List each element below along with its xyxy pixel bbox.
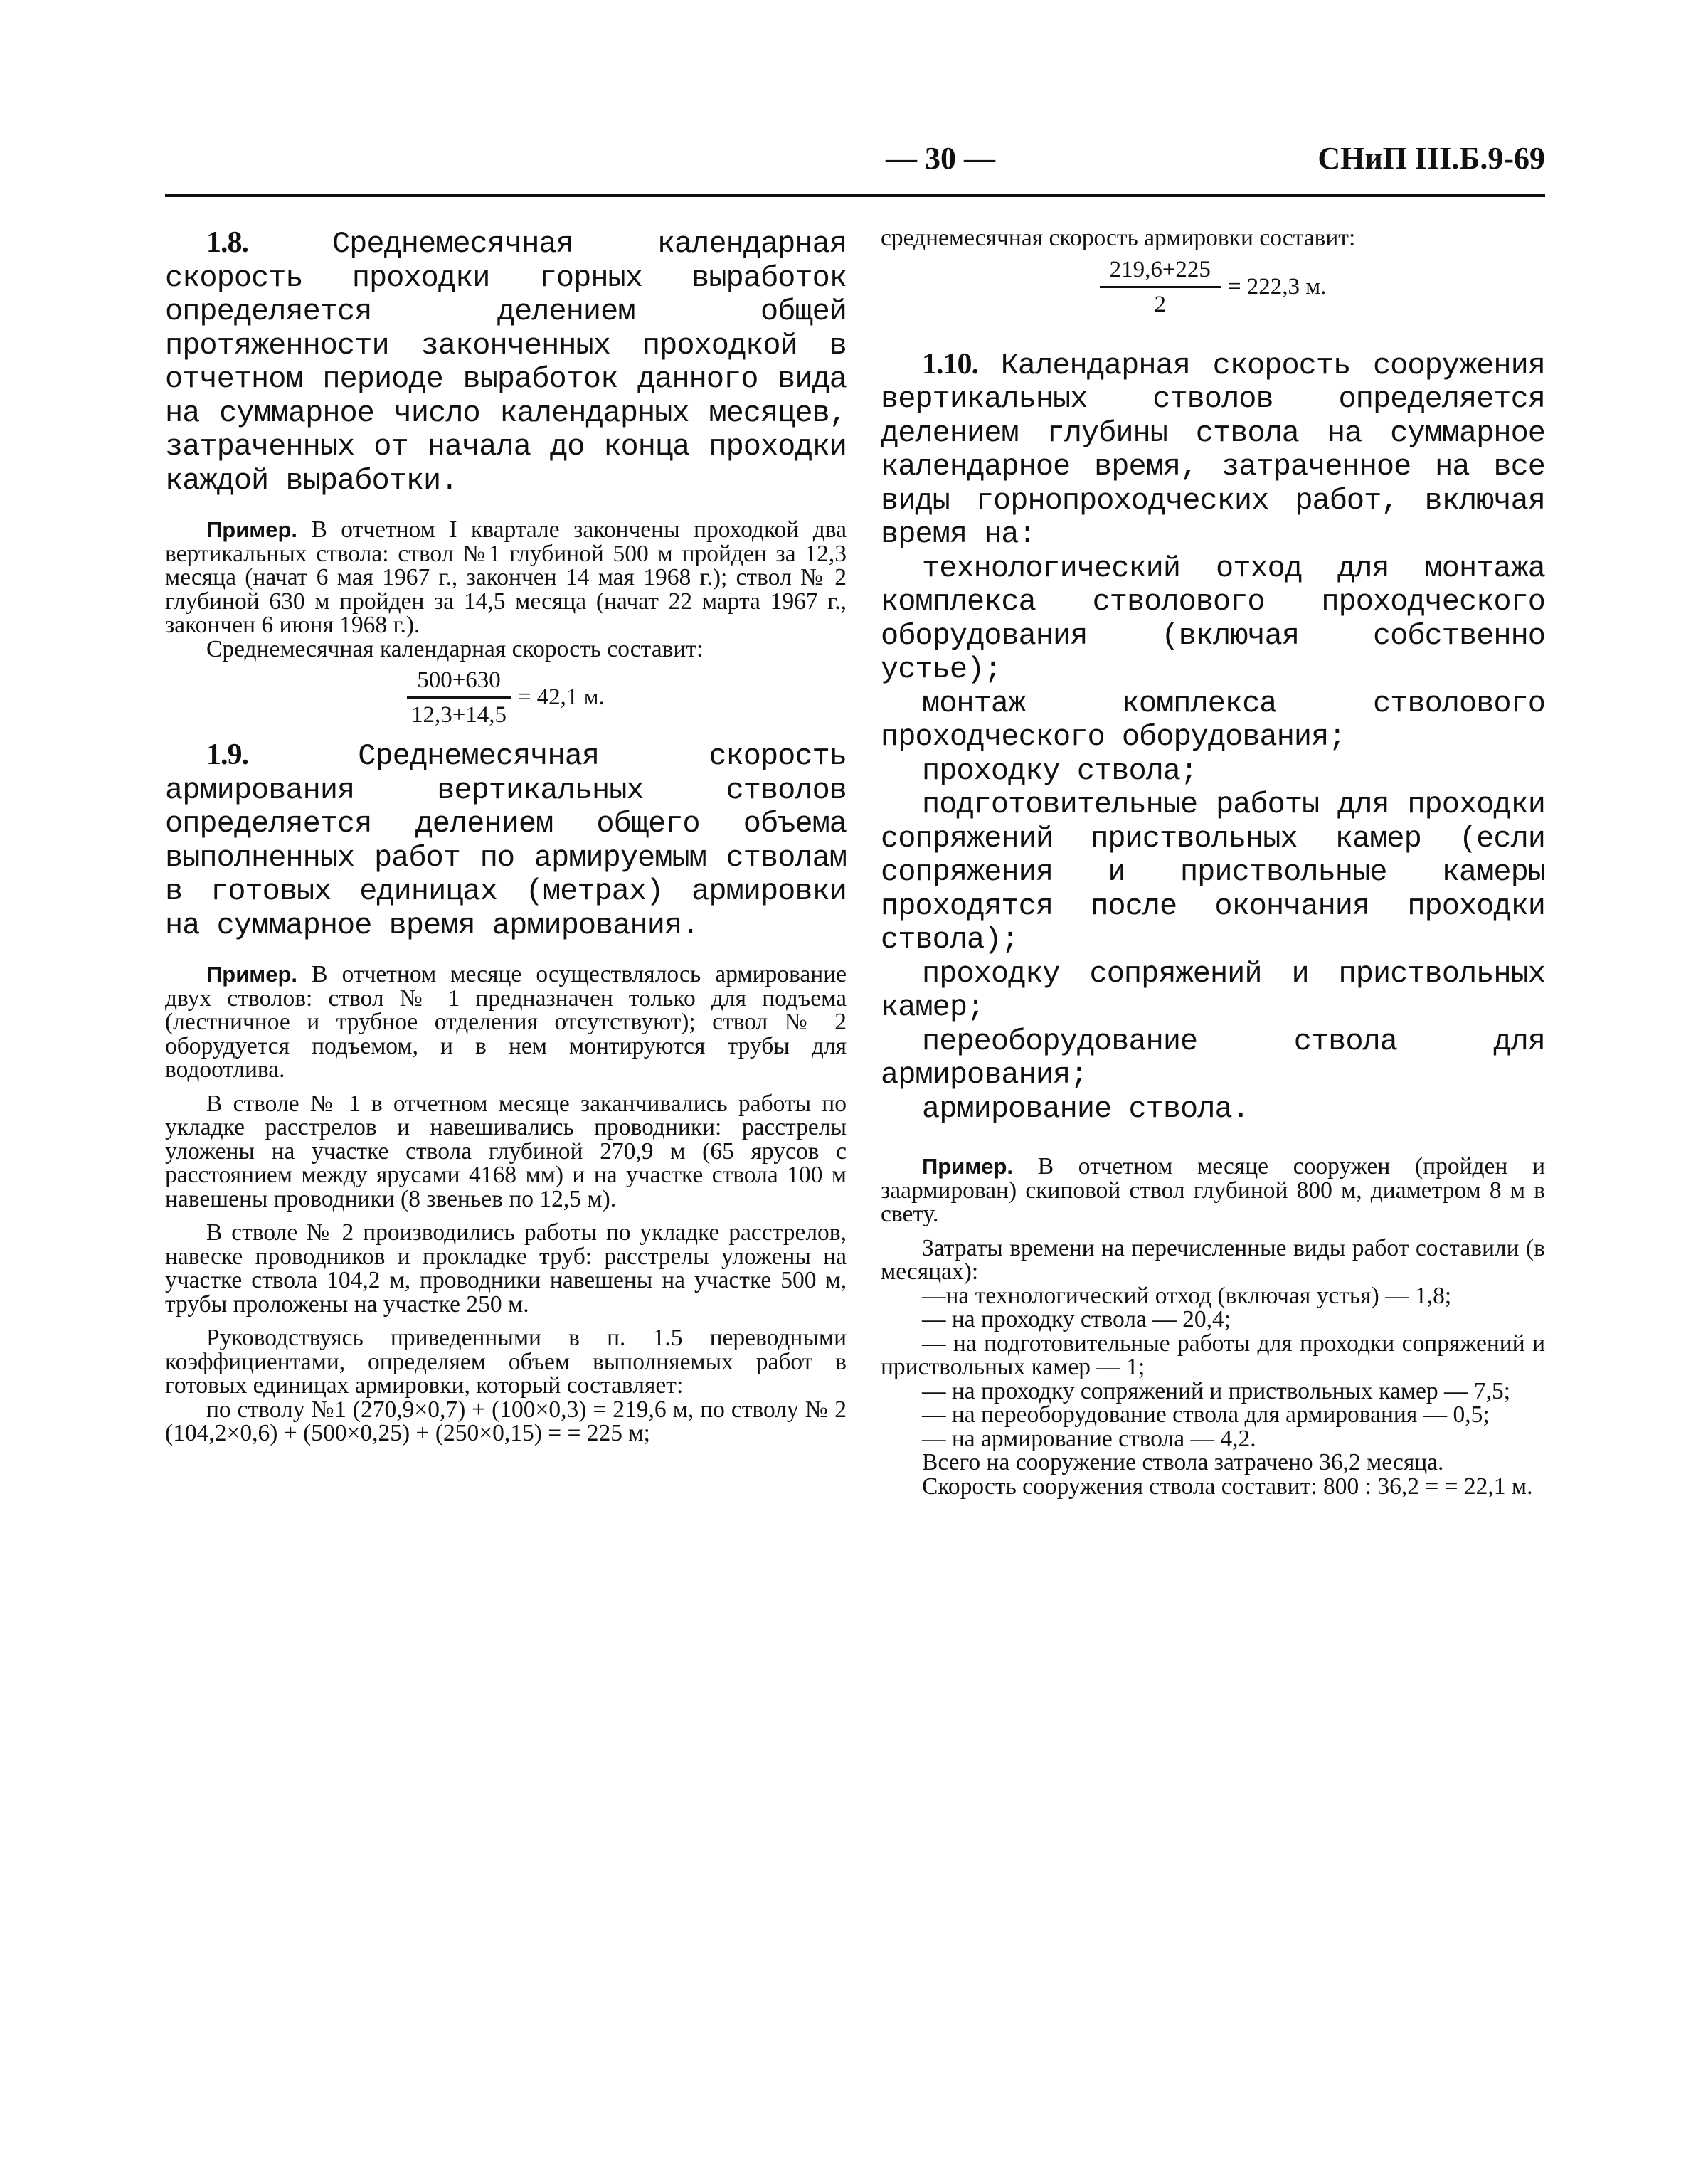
left-column	[165, 226, 847, 1446]
list-item: — на подготовительные работы для проходки сопряжений и приствольных камер — 1;	[881, 1330, 1545, 1380]
example-3-paragraph: Затраты времени на перечисленные виды работ составили (в месяцах):	[881, 1234, 1545, 1285]
list-item: проходку ствола;	[922, 753, 1198, 788]
right-column	[881, 226, 1545, 1498]
example-2	[165, 963, 847, 1082]
section-number: 1.10.	[922, 347, 978, 381]
section-number: 1.9.	[206, 738, 248, 771]
formula-1	[165, 667, 847, 728]
list-item: — на проходку сопряжений и приствольных камер — 7,5;	[922, 1377, 1511, 1404]
fraction-numerator: 500+630	[407, 667, 511, 699]
list-item: армирование ствола.	[922, 1091, 1249, 1126]
fraction-denominator: 12,3+14,5	[410, 702, 507, 728]
list-item: — на проходку ствола — 20,4;	[922, 1306, 1231, 1332]
example-2-paragraph: В стволе № 2 производились работы по укладке расстрелов, навеске проводников и прокладке труб: расстрелы уложены на участке ствола 104,2 м, проводники навешены на участке 500 м, трубы проложены на участке 250 м.	[165, 1219, 847, 1318]
fraction	[1100, 256, 1221, 318]
example-label: Пример.	[206, 517, 297, 542]
example-text: В отчетном месяце осуществлялось армирование двух стволов: ствол № 1 предназначен только для подъема (лестничное и трубное отделения отсутствуют); ствол № 2 оборудуется подъемом, и в нем монтируются трубы для водоотлива.	[165, 961, 847, 1083]
example-1	[165, 518, 847, 637]
page-number: — 30 —	[886, 141, 995, 176]
document-code: СНиП III.Б.9-69	[1317, 141, 1545, 176]
example-2-continued: среднемесячная скорость армировки составит:	[881, 225, 1356, 251]
section-text: Среднемесячная календарная скорость проходки горных выработок определяется делением общей протяженности законченных проходкой в отчетном периоде выработок данного вида на суммарное число календарных месяцев, затраченных от начала до конца проходки каждой выработки.	[165, 227, 847, 498]
fraction-denominator: 2	[1154, 291, 1166, 317]
example-3-total: Всего на сооружение ствола затрачено 36,2 месяца.	[922, 1449, 1444, 1475]
example-text: В отчетном I квартале закончены проходкой два вертикальных ствола: ствол №1 глубиной 500 м пройден за 12,3 месяца (начат 6 мая 1967 г., закончен 14 мая 1968 г.); ствол № 2 глубиной 630 м пройден за 14,5 месяца (начат 22 марта 1967 г., закончен 6 июня 1968 г.).	[165, 516, 847, 638]
list-item: технологический отход для монтажа комплекса стволового проходческого оборудования (включая собственно устье);	[881, 551, 1545, 687]
formula-result: = 222,3 м.	[1227, 273, 1327, 299]
header-rule	[165, 194, 1545, 197]
list-item: —на технологический отход (включая устья) — 1,8;	[922, 1282, 1452, 1309]
example-2-paragraph: В стволе № 1 в отчетном месяце заканчивались работы по укладке расстрелов и навешивались проводники: расстрелы уложены на участке ствола глубиной 270,9 м (65 ярусов с расстоянием между ярусами 4168 мм) и на участке ствола 100 м навешены проводники (8 звеньев по 12,5 м).	[165, 1090, 847, 1212]
list-item: — на армирование ствола — 4,2.	[922, 1425, 1256, 1452]
list-item: переоборудование ствола для армирования;	[881, 1024, 1545, 1092]
section-text: Среднемесячная скорость армирования вертикальных стволов определяется делением общего объема выполненных работ по армируемым стволам в готовых единицах (метрах) армировки на суммарное время армирования.	[165, 739, 847, 943]
list-item: — на переоборудование ствола для армирования — 0,5;	[922, 1401, 1490, 1428]
list-item: подготовительные работы для проходки сопряжений приствольных камер (если сопряжения и приствольные камеры проходятся после окончания проходки ствола);	[881, 788, 1545, 957]
section-number: 1.8.	[206, 226, 248, 259]
example-3	[881, 1155, 1545, 1226]
section-text: Календарная скорость сооружения вертикальных стволов определяется делением глубины ствола на суммарное календарное время, затраченное на все виды горнопроходческих работ, включая время на:	[881, 348, 1545, 551]
section-1-9	[165, 738, 847, 943]
example-2-paragraph: Руководствуясь приведенными в п. 1.5 переводными коэффициентами, определяем объем выполняемых работ в готовых единицах армировки, который составляет:	[165, 1325, 847, 1399]
example-label: Пример.	[922, 1154, 1013, 1179]
example-3-speed: Скорость сооружения ствола составит: 800 : 36,2 = = 22,1 м.	[922, 1473, 1533, 1500]
section-1-10	[881, 348, 1545, 552]
example-label: Пример.	[206, 962, 297, 987]
list-item: монтаж комплекса стволового проходческого оборудования;	[881, 686, 1545, 754]
fraction	[407, 667, 511, 728]
list-item: проходку сопряжений и приствольных камер;	[881, 956, 1545, 1024]
example-2-calculation: по стволу №1 (270,9×0,7) + (100×0,3) = 219,6 м, по стволу № 2 (104,2×0,6) + (500×0,25) + (250×0,15) = = 225 м;	[165, 1396, 847, 1446]
page-header	[165, 139, 1545, 181]
example-text: В отчетном месяце сооружен (пройден и заармирован) скиповой ствол глубиной 800 м, диаметром 8 м в свету.	[881, 1153, 1545, 1227]
section-1-8	[165, 226, 847, 498]
formula-result: = 42,1 м.	[517, 684, 605, 710]
fraction-numerator: 219,6+225	[1100, 256, 1221, 288]
formula-2	[881, 256, 1545, 318]
example-1-intro: Среднемесячная календарная скорость составит:	[206, 635, 704, 662]
